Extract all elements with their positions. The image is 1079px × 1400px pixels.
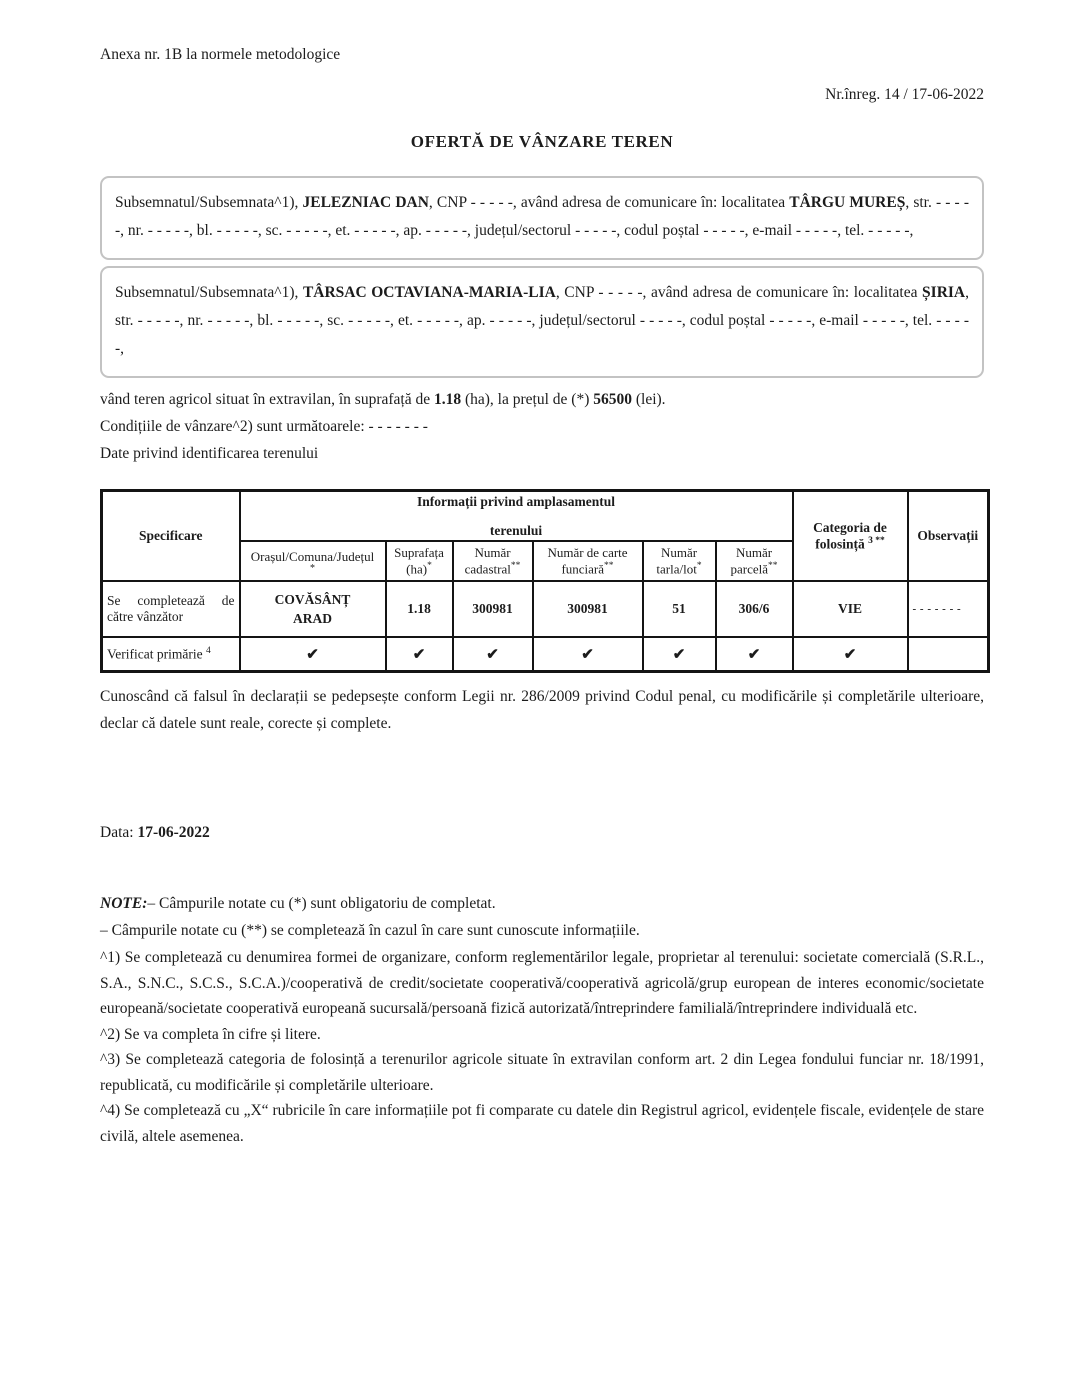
cell-tarla-lot: 51 xyxy=(643,581,716,637)
sale-conditions: Condițiile de vânzare^2) sunt următoarele: - - - - - - - xyxy=(100,418,428,435)
asterisk-marker: * xyxy=(310,563,315,575)
checkmark-icon: ✔ xyxy=(386,637,453,672)
notes-block xyxy=(100,890,984,944)
header-tarla-label: Număr tarla/lot xyxy=(656,545,698,577)
sale-statement xyxy=(100,386,984,413)
seller1-locality: TÂRGU MUREȘ xyxy=(789,194,906,211)
header-carte-funciara xyxy=(533,541,643,581)
header-specificare: Specificare xyxy=(102,491,240,582)
note-line-1 xyxy=(100,890,984,917)
header-oras-label: Orașul/Comuna/Județul xyxy=(250,549,375,565)
seller1-address-fields: , str. - - - - -, nr. - - - - -, bl. - - - - -, sc. - - - - -, et. - - - - -, ap. - - - - -, județul/sectorul - - - - -, codul poștal - - - - -, e-mail - - - - -, tel. - - - - -, xyxy=(115,194,969,239)
cell-observatii: - - - - - - - xyxy=(908,581,989,637)
cell-oras-comuna-judet xyxy=(240,581,386,637)
header-amplasament-line2: terenului xyxy=(489,523,543,538)
verificat-footnote-marker: 4 xyxy=(205,646,211,657)
header-observatii: Observații xyxy=(908,491,989,582)
table-header-row-group xyxy=(102,491,989,542)
sale-price-value: 56500 xyxy=(593,391,632,408)
cell-numar-cadastral: 300981 xyxy=(453,581,533,637)
header-amplasament-group xyxy=(240,491,793,542)
seller2-intro: Subsemnatul/Subsemnata^1), xyxy=(115,284,303,301)
header-numar-cadastral xyxy=(453,541,533,581)
verificat-label: Verificat primărie xyxy=(107,646,203,662)
header-parcela-label: Număr parcelă xyxy=(730,545,773,577)
checkmark-icon: ✔ xyxy=(453,637,533,672)
header-categoria-label: Categoria de folosință xyxy=(813,519,887,552)
header-parcela xyxy=(716,541,793,581)
note-line-2: – Câmpurile notate cu (**) se completează în cazul în care sunt cunoscute informațiile. xyxy=(100,922,640,940)
checkmark-icon: ✔ xyxy=(793,637,908,672)
registration-line xyxy=(100,86,984,104)
seller2-address-fields: , str. - - - - -, nr. - - - - -, bl. - - - - -, sc. - - - - -, et. - - - - -, ap. - - - - -, județul/sectorul - - - - -, codul poștal - - - - -, e-mail - - - - -, tel. - - - - -, xyxy=(115,284,969,357)
cell-judet-value: ARAD xyxy=(293,611,332,627)
seller1-intro: Subsemnatul/Subsemnata^1), xyxy=(115,194,303,211)
header-cadastral-label: Număr cadastral xyxy=(464,545,511,577)
note-label: NOTE: xyxy=(100,895,148,913)
seller1-box xyxy=(100,176,984,260)
header-amplasament-line1: Informații privind amplasamentul xyxy=(416,494,616,509)
footnote-2: ^2) Se va completa în cifre și litere. xyxy=(100,1025,321,1043)
header-suprafata-label: Suprafața (ha) xyxy=(394,545,444,577)
table-row-verificat-primarie xyxy=(102,637,989,672)
asterisk-marker: * xyxy=(696,561,702,571)
footnote-4: ^4) Se completează cu „X“ rubricile în care informațiile pot fi comparate cu datele din Registrul agricol, evidențele fiscale, evidențele de stare civilă, altele asemenea. xyxy=(100,1102,984,1145)
seller1-cnp-address: , CNP - - - - -, având adresa de comunicare în: localitatea xyxy=(428,194,790,211)
land-identification-table xyxy=(100,489,990,673)
seller2-box xyxy=(100,266,984,378)
header-suprafata xyxy=(386,541,453,581)
cell-parcela: 306/6 xyxy=(716,581,793,637)
annex-label: Anexa nr. 1B la normele metodologice xyxy=(100,46,341,63)
registration-value: 14 / 17-06-2022 xyxy=(884,86,984,103)
page-title: OFERTĂ DE VÂNZARE TEREN xyxy=(410,132,674,151)
row-label-verificat xyxy=(102,637,240,672)
note-text-1: – Câmpurile notate cu (*) sunt obligatoriu de completat. xyxy=(147,895,496,913)
registration-label: Nr.înreg. xyxy=(825,86,881,103)
row-label-seller: Se completează de către vânzător xyxy=(102,581,240,637)
seller2-locality: ȘIRIA xyxy=(922,284,966,301)
header-carte-funciara-label: Număr de carte funciară xyxy=(547,545,628,577)
cell-comuna-value: COVĂSÂNȚ xyxy=(274,592,351,608)
seller2-name: TÂRSAC OCTAVIANA-MARIA-LIA xyxy=(302,284,556,301)
header-categoria-folosinta xyxy=(793,491,908,582)
sale-text-1: vând teren agricol situat în extravilan, în suprafață de xyxy=(100,391,434,408)
checkmark-icon: ✔ xyxy=(716,637,793,672)
declaration-paragraph: Cunoscând că falsul în declarații se pedepsește conform Legii nr. 286/2009 privind Codul penal, cu modificările și completările ulterioare, declar că datele sunt reale, corecte și complete. xyxy=(100,688,984,733)
checkmark-icon: ✔ xyxy=(533,637,643,672)
footnotes-block xyxy=(100,945,984,1149)
footnote-1: ^1) Se completează cu denumirea formei de organizare, conform reglementărilor legale, proprietar al terenului: societate comercială (S.R.L., S.A., S.N.C., S.C.S., S.C.A.)/cooperativă de credit/societate cooperativă/cooperativă agricolă/grup european de interes economic/societate europeană/societate cooperativă europeană sucursală/persoană fizică autorizată/întreprindere familială/întreprindere individuală etc. xyxy=(100,949,984,1018)
header-oras-comuna-judet xyxy=(240,541,386,581)
land-identification-heading: Date privind identificarea terenului xyxy=(100,445,319,462)
checkmark-icon: ✔ xyxy=(240,637,386,672)
header-tarla-lot xyxy=(643,541,716,581)
checkmark-icon: ✔ xyxy=(643,637,716,672)
cell-observatii-empty xyxy=(908,637,989,672)
sale-area-value: 1.18 xyxy=(433,391,462,408)
sale-text-2: (ha), la prețul de (*) xyxy=(461,391,594,408)
seller1-name: JELEZNIAC DAN xyxy=(302,194,429,211)
asterisk-marker: ** xyxy=(768,561,778,571)
cell-categoria-folosinta: VIE xyxy=(793,581,908,637)
seller2-cnp-address: , CNP - - - - -, având adresa de comunicare în: localitatea xyxy=(555,284,923,301)
table-row-seller-data xyxy=(102,581,989,637)
cell-carte-funciara: 300981 xyxy=(533,581,643,637)
asterisk-marker: ** xyxy=(510,561,521,571)
date-line xyxy=(100,819,984,846)
date-label: Data: xyxy=(100,824,138,842)
sale-text-3: (lei). xyxy=(631,391,666,408)
asterisk-marker: * xyxy=(427,561,432,571)
footnote-3: ^3) Se completează categoria de folosință a terenurilor agricole situate în extravilan conform art. 2 din Legea fondului funciar nr. 18/1991, republicată, cu modificările și completările ulterioare. xyxy=(100,1051,984,1094)
asterisk-marker: ** xyxy=(604,561,614,571)
cell-suprafata: 1.18 xyxy=(386,581,453,637)
header-categoria-footnote-marker: 3 ** xyxy=(868,535,885,546)
date-value: 17-06-2022 xyxy=(137,824,210,842)
sale-intro-block xyxy=(100,386,984,467)
